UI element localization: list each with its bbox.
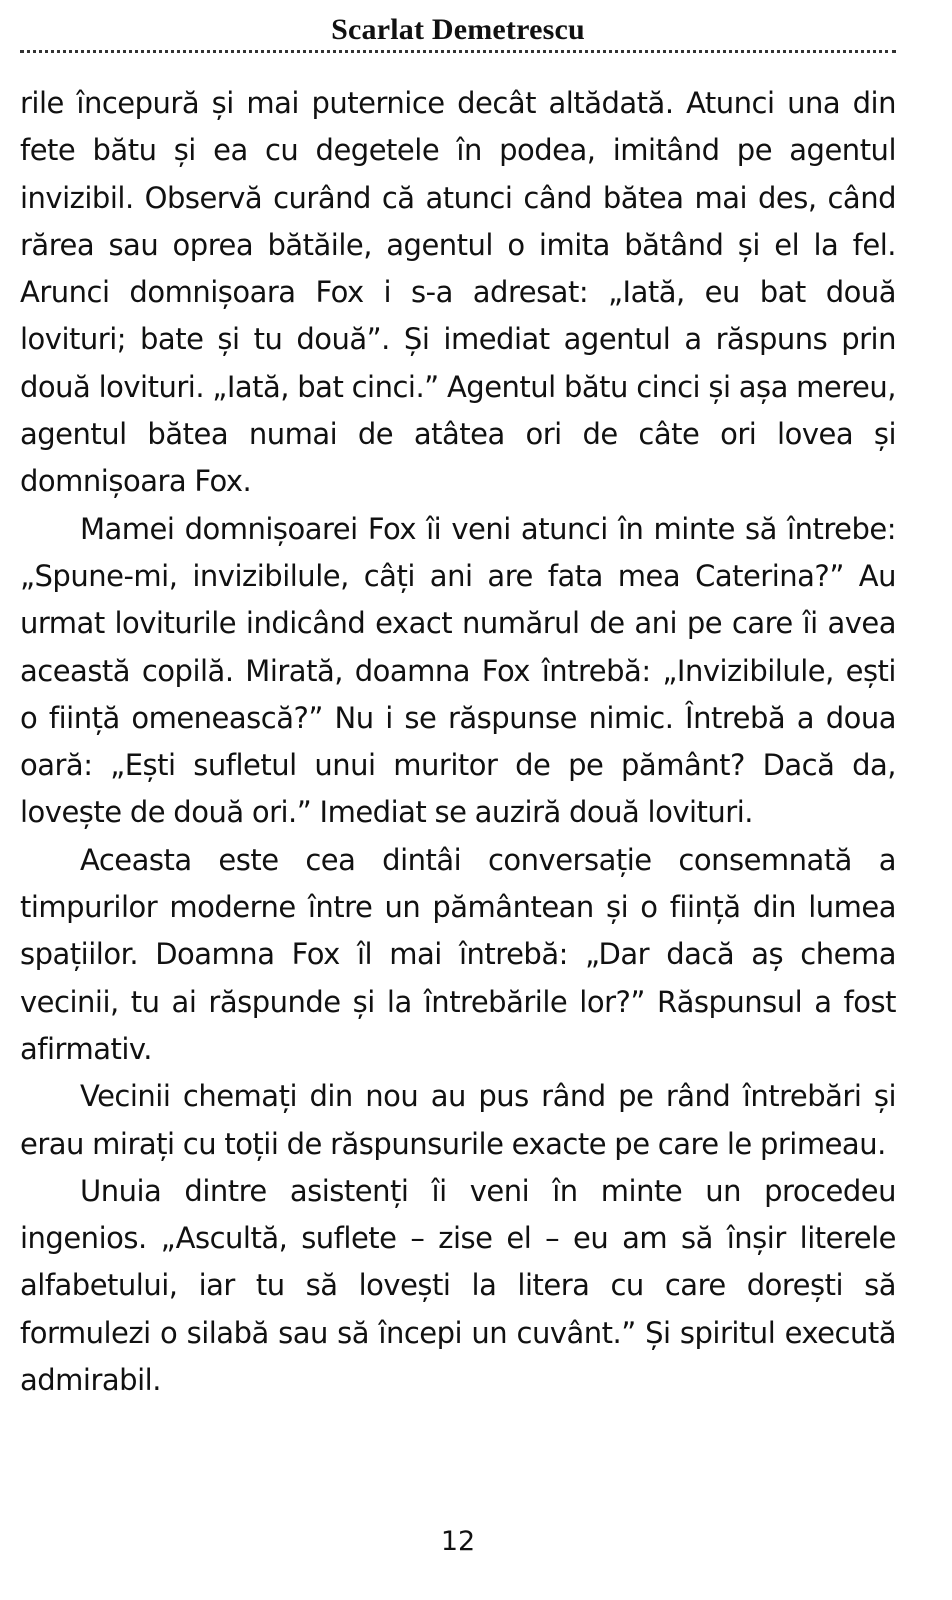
paragraph: Aceasta este cea dintâi conversație consemnată a timpurilor moderne între un pământean și o ființă din lumea spațiilor. Doamna Fox îl mai întrebă: „Dar dacă aș chema vecinii, tu ai răspunde și la întrebările lor?” Răspunsul a fost afirmativ. — [20, 842, 896, 1066]
paragraph: Unuia dintre asistenți îi veni în minte un procedeu ingenios. „Ascultă, suflete – zise el – eu am să înșir literele alfabetului, iar tu să lovești la litera cu care dorești să formulezi o silabă sau să începi un cuvânt.” Și spiritul execută admirabil. — [20, 1173, 896, 1398]
running-header-author: Scarlat Demetrescu — [331, 13, 585, 46]
body-text — [20, 80, 896, 1404]
page-number: 12 — [440, 1526, 476, 1557]
paragraph: Vecinii chemați din nou au pus rând pe rând întrebări și erau mirați cu toții de răspunsurile exacte pe care le primeau. — [20, 1079, 896, 1161]
paragraph: Mamei domnișoarei Fox îi veni atunci în minte să întrebe: „Spune-mi, invizibilule, câți ani are fata mea Caterina?” Au urmat loviturile indicând exact numărul de ani pe care îi avea această copilă. Mirată, doamna Fox întrebă: „Invizibilule, ești o ființă omenească?” Nu i se răspunse nimic. Întrebă a doua oară: „Ești sufletul unui muritor de pe pământ? Dacă da, lovește de două ori.” Imediat se auziră două lovituri. — [20, 511, 896, 830]
paragraph-continued: rile începură și mai puternice decât altădată. Atunci una din fete bătu și ea cu degetele în podea, imitând pe agentul invizibil. Observă curând că atunci când bătea mai des, când rărea sau oprea bătăile, agentul o imita bătând și el la fel. Arunci domnișoara Fox i s-a adresat: „Iată, eu bat două lovituri; bate și tu două”. Și imediat agentul a răspuns prin două lovituri. „Iată, bat cinci.” Agentul bătu cinci și așa mereu, agentul bătea numai de atâtea ori de câte ori lovea și domnișoara Fox. — [20, 86, 896, 499]
header-dotted-rule — [20, 50, 896, 53]
